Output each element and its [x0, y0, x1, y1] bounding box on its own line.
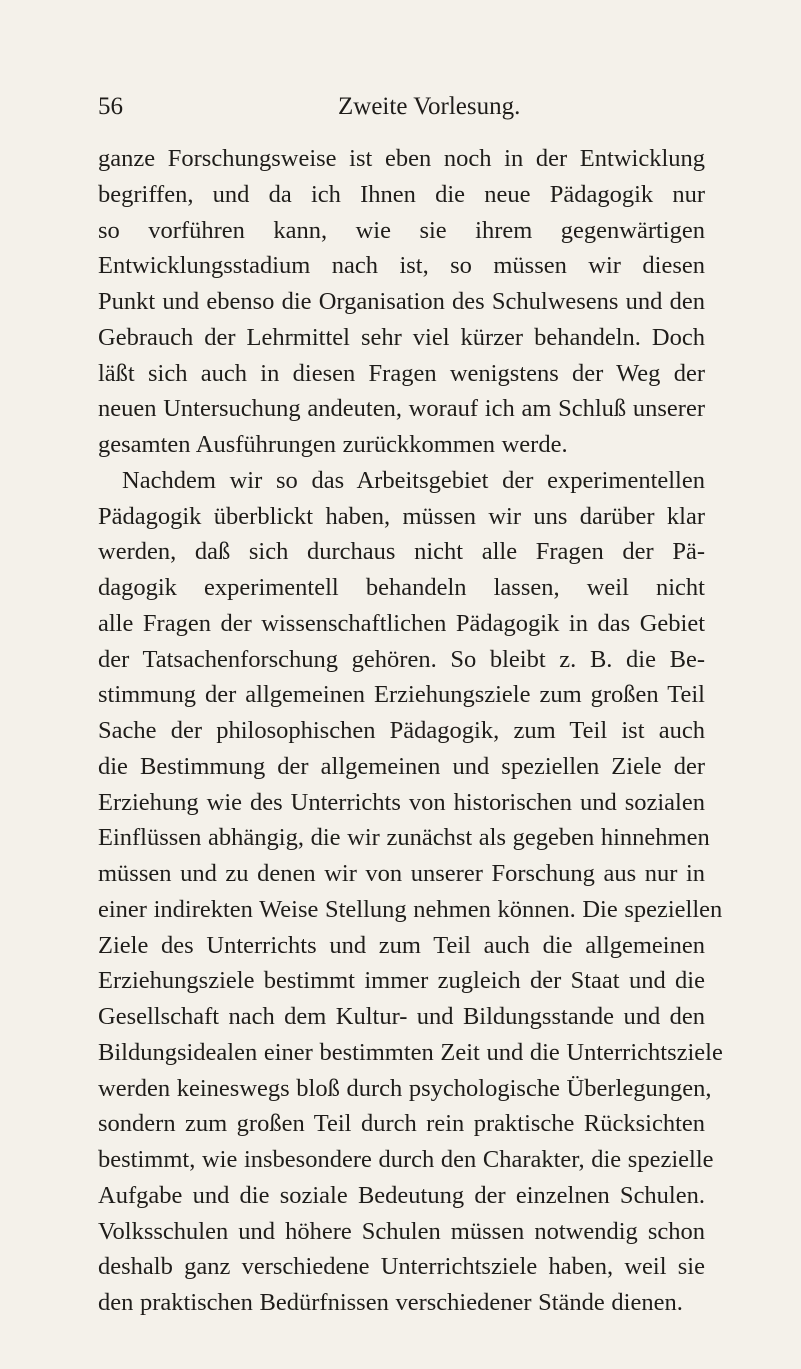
text-line: Volksschulen und höhere Schulen müssen notwendig schon — [98, 1217, 705, 1245]
paragraph-last-line: den praktischen Bedürfnissen verschiedener Stände dienen. — [98, 1289, 683, 1316]
text-line: ganze Forschungsweise ist eben noch in der Entwicklung — [98, 145, 705, 172]
page-header — [98, 92, 705, 126]
text-line: Bildungsidealen einer bestimmten Zeit und die Unterrichtsziele — [98, 1038, 723, 1066]
text-line: läßt sich auch in diesen Fragen wenigstens der Weg der — [98, 359, 705, 387]
text-line: Erziehungsziele bestimmt immer zugleich der Staat und die — [98, 967, 705, 995]
text-line: einer indirekten Weise Stellung nehmen können. Die speziellen — [98, 895, 723, 923]
text-line: bestimmt, wie insbesondere durch den Charakter, die spezielle — [98, 1146, 714, 1173]
text-line: Aufgabe und die soziale Bedeutung der einzelnen Schulen. — [98, 1181, 705, 1209]
text-line: stimmung der allgemeinen Erziehungsziele zum großen Teil — [98, 681, 705, 709]
text-line: Einflüssen abhängig, die wir zunächst als gegeben hinnehmen — [98, 824, 710, 852]
paragraph-first-line: Nachdem wir so das Arbeitsgebiet der experimentellen — [122, 466, 705, 494]
text-line: Pädagogik überblickt haben, müssen wir uns darüber klar — [98, 502, 705, 530]
text-line: neuen Untersuchung andeuten, worauf ich am Schluß unserer — [98, 395, 705, 423]
text-line: werden keineswegs bloß durch psychologische Überlegungen, — [98, 1074, 712, 1102]
page-number: 56 — [98, 93, 123, 120]
text-line: Sache der philosophischen Pädagogik, zum Teil ist auch — [98, 717, 705, 744]
text-line: Erziehung wie des Unterrichts von historischen und sozialen — [98, 788, 705, 816]
text-line: müssen und zu denen wir von unserer Forschung aus nur in — [98, 860, 705, 887]
body-text — [98, 141, 723, 1321]
text-line: Gesellschaft nach dem Kultur- und Bildungsstande und den — [98, 1003, 705, 1030]
text-line: Gebrauch der Lehrmittel sehr viel kürzer behandeln. Doch — [98, 323, 705, 351]
text-line: Punkt und ebenso die Organisation des Schulwesens und den — [98, 288, 705, 315]
text-line: so vorführen kann, wie sie ihrem gegenwärtigen — [98, 216, 705, 244]
running-head: Zweite Vorlesung. — [338, 93, 521, 120]
text-line: der Tatsachenforschung gehören. So bleibt z. B. die Be- — [98, 645, 705, 673]
paragraph-last-line: gesamten Ausführungen zurückkommen werde. — [98, 431, 568, 458]
text-line: Entwicklungsstadium nach ist, so müssen wir diesen — [98, 252, 705, 280]
text-line: die Bestimmung der allgemeinen und speziellen Ziele der — [98, 752, 705, 780]
text-line: werden, daß sich durchaus nicht alle Fragen der Pä- — [98, 538, 705, 566]
text-line: alle Fragen der wissenschaftlichen Pädagogik in das Gebiet — [98, 609, 705, 637]
text-line: dagogik experimentell behandeln lassen, weil nicht — [98, 574, 705, 601]
text-line: deshalb ganz verschiedene Unterrichtsziele haben, weil sie — [98, 1253, 705, 1281]
text-line: sondern zum großen Teil durch rein praktische Rücksichten — [98, 1110, 705, 1138]
text-line: Ziele des Unterrichts und zum Teil auch die allgemeinen — [98, 931, 705, 959]
text-line: begriffen, und da ich Ihnen die neue Pädagogik nur — [98, 180, 705, 208]
